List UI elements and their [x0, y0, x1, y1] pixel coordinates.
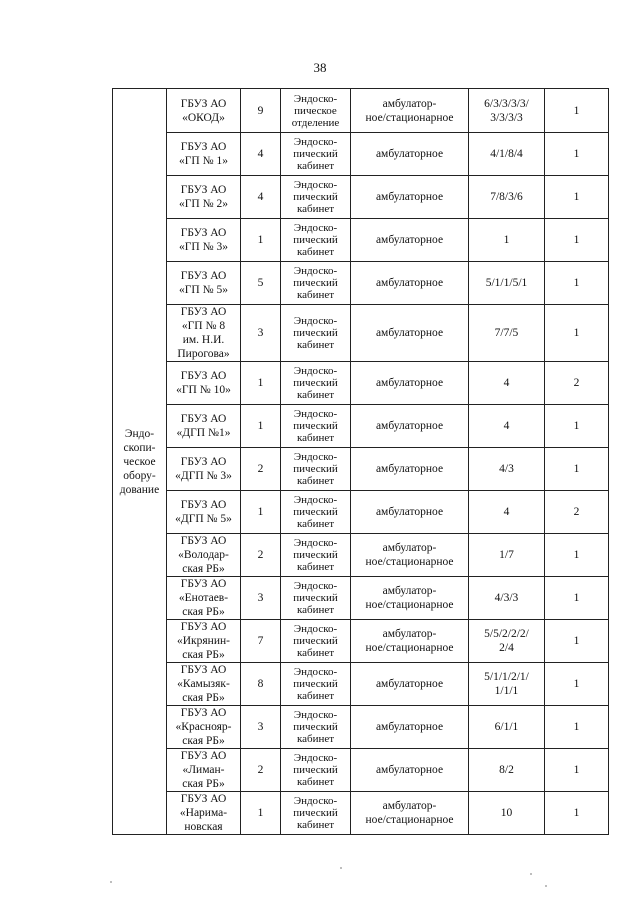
counts-cell: 4	[469, 491, 545, 534]
care-type-cell: амбулаторное	[351, 706, 469, 749]
counts-cell: 1	[469, 219, 545, 262]
number-cell: 2	[545, 491, 609, 534]
care-type-cell: амбулаторное	[351, 176, 469, 219]
unit-cell: Эндоско- пический кабинет	[281, 405, 351, 448]
care-type-cell: амбулаторное	[351, 749, 469, 792]
unit-cell: Эндоско- пический кабинет	[281, 262, 351, 305]
number-cell: 1	[545, 577, 609, 620]
number-cell: 1	[545, 663, 609, 706]
organization-cell: ГБУЗ АО «ГП № 10»	[167, 362, 241, 405]
counts-cell: 4	[469, 405, 545, 448]
number-cell: 1	[545, 219, 609, 262]
unit-cell: Эндоско- пический кабинет	[281, 706, 351, 749]
counts-cell: 7/7/5	[469, 305, 545, 362]
equipment-table	[112, 88, 609, 835]
quantity-cell: 1	[241, 792, 281, 835]
table-row	[113, 405, 609, 448]
unit-cell: Эндоско- пический кабинет	[281, 620, 351, 663]
number-cell: 2	[545, 362, 609, 405]
care-type-cell: амбулатор- ное/стационарное	[351, 89, 469, 133]
care-type-cell: амбулаторное	[351, 262, 469, 305]
care-type-cell: амбулаторное	[351, 405, 469, 448]
unit-cell: Эндоско- пический кабинет	[281, 491, 351, 534]
unit-cell: Эндоско- пический кабинет	[281, 176, 351, 219]
care-type-cell: амбулатор- ное/стационарное	[351, 534, 469, 577]
scan-specks	[90, 863, 550, 893]
care-type-cell: амбулатор- ное/стационарное	[351, 620, 469, 663]
care-type-cell: амбулатор- ное/стационарное	[351, 577, 469, 620]
table-row	[113, 491, 609, 534]
table-row	[113, 305, 609, 362]
organization-cell: ГБУЗ АО «ДГП № 3»	[167, 448, 241, 491]
table-row	[113, 534, 609, 577]
quantity-cell: 9	[241, 89, 281, 133]
care-type-cell: амбулаторное	[351, 491, 469, 534]
care-type-cell: амбулаторное	[351, 663, 469, 706]
table-row	[113, 262, 609, 305]
table-row	[113, 706, 609, 749]
unit-cell: Эндоско- пический кабинет	[281, 792, 351, 835]
unit-cell: Эндоско- пический кабинет	[281, 577, 351, 620]
number-cell: 1	[545, 89, 609, 133]
table-row	[113, 577, 609, 620]
unit-cell: Эндоско- пический кабинет	[281, 749, 351, 792]
organization-cell: ГБУЗ АО «Лиман- ская РБ»	[167, 749, 241, 792]
unit-cell: Эндоско- пический кабинет	[281, 362, 351, 405]
table-row	[113, 219, 609, 262]
number-cell: 1	[545, 620, 609, 663]
organization-cell: ГБУЗ АО «ГП № 5»	[167, 262, 241, 305]
unit-cell: Эндоско- пический кабинет	[281, 305, 351, 362]
organization-cell: ГБУЗ АО «ГП № 3»	[167, 219, 241, 262]
counts-cell: 1/7	[469, 534, 545, 577]
number-cell: 1	[545, 133, 609, 176]
quantity-cell: 2	[241, 749, 281, 792]
table-row	[113, 89, 609, 133]
care-type-cell: амбулаторное	[351, 133, 469, 176]
unit-cell: Эндоско- пический кабинет	[281, 448, 351, 491]
table-row	[113, 448, 609, 491]
number-cell: 1	[545, 176, 609, 219]
organization-cell: ГБУЗ АО «Икрянин- ская РБ»	[167, 620, 241, 663]
organization-cell: ГБУЗ АО «Енотаев- ская РБ»	[167, 577, 241, 620]
care-type-cell: амбулатор- ное/стационарное	[351, 792, 469, 835]
equipment-group-cell: Эндо- скопи- ческое обору- дование	[113, 89, 167, 835]
quantity-cell: 2	[241, 534, 281, 577]
quantity-cell: 3	[241, 577, 281, 620]
table-row	[113, 362, 609, 405]
number-cell: 1	[545, 448, 609, 491]
quantity-cell: 8	[241, 663, 281, 706]
organization-cell: ГБУЗ АО «Нарима- новская	[167, 792, 241, 835]
counts-cell: 4/3/3	[469, 577, 545, 620]
organization-cell: ГБУЗ АО «ГП № 2»	[167, 176, 241, 219]
quantity-cell: 3	[241, 305, 281, 362]
table-row	[113, 176, 609, 219]
unit-cell: Эндоско- пический кабинет	[281, 133, 351, 176]
unit-cell: Эндоско- пическое отделение	[281, 89, 351, 133]
quantity-cell: 4	[241, 176, 281, 219]
counts-cell: 4/3	[469, 448, 545, 491]
organization-cell: ГБУЗ АО «Володар- ская РБ»	[167, 534, 241, 577]
counts-cell: 8/2	[469, 749, 545, 792]
quantity-cell: 1	[241, 405, 281, 448]
table-row	[113, 620, 609, 663]
number-cell: 1	[545, 792, 609, 835]
number-cell: 1	[545, 262, 609, 305]
quantity-cell: 7	[241, 620, 281, 663]
number-cell: 1	[545, 305, 609, 362]
organization-cell: ГБУЗ АО «ГП № 8 им. Н.И. Пирогова»	[167, 305, 241, 362]
table-row	[113, 663, 609, 706]
counts-cell: 4	[469, 362, 545, 405]
care-type-cell: амбулаторное	[351, 219, 469, 262]
counts-cell: 7/8/3/6	[469, 176, 545, 219]
counts-cell: 5/1/1/5/1	[469, 262, 545, 305]
number-cell: 1	[545, 405, 609, 448]
quantity-cell: 2	[241, 448, 281, 491]
quantity-cell: 1	[241, 362, 281, 405]
unit-cell: Эндоско- пический кабинет	[281, 219, 351, 262]
organization-cell: ГБУЗ АО «ОКОД»	[167, 89, 241, 133]
table-row	[113, 133, 609, 176]
number-cell: 1	[545, 534, 609, 577]
organization-cell: ГБУЗ АО «ДГП №1»	[167, 405, 241, 448]
care-type-cell: амбулаторное	[351, 362, 469, 405]
care-type-cell: амбулаторное	[351, 448, 469, 491]
quantity-cell: 4	[241, 133, 281, 176]
counts-cell: 5/5/2/2/2/ 2/4	[469, 620, 545, 663]
counts-cell: 10	[469, 792, 545, 835]
counts-cell: 6/1/1	[469, 706, 545, 749]
organization-cell: ГБУЗ АО «ГП № 1»	[167, 133, 241, 176]
counts-cell: 5/1/1/2/1/ 1/1/1	[469, 663, 545, 706]
table-row	[113, 792, 609, 835]
page-number: 38	[313, 60, 327, 75]
counts-cell: 6/3/3/3/3/ 3/3/3/3	[469, 89, 545, 133]
organization-cell: ГБУЗ АО «Краснояр- ская РБ»	[167, 706, 241, 749]
counts-cell: 4/1/8/4	[469, 133, 545, 176]
table-row	[113, 749, 609, 792]
organization-cell: ГБУЗ АО «ДГП № 5»	[167, 491, 241, 534]
unit-cell: Эндоско- пический кабинет	[281, 663, 351, 706]
quantity-cell: 1	[241, 219, 281, 262]
quantity-cell: 5	[241, 262, 281, 305]
quantity-cell: 1	[241, 491, 281, 534]
organization-cell: ГБУЗ АО «Камызяк- ская РБ»	[167, 663, 241, 706]
quantity-cell: 3	[241, 706, 281, 749]
number-cell: 1	[545, 749, 609, 792]
unit-cell: Эндоско- пический кабинет	[281, 534, 351, 577]
care-type-cell: амбулаторное	[351, 305, 469, 362]
number-cell: 1	[545, 706, 609, 749]
